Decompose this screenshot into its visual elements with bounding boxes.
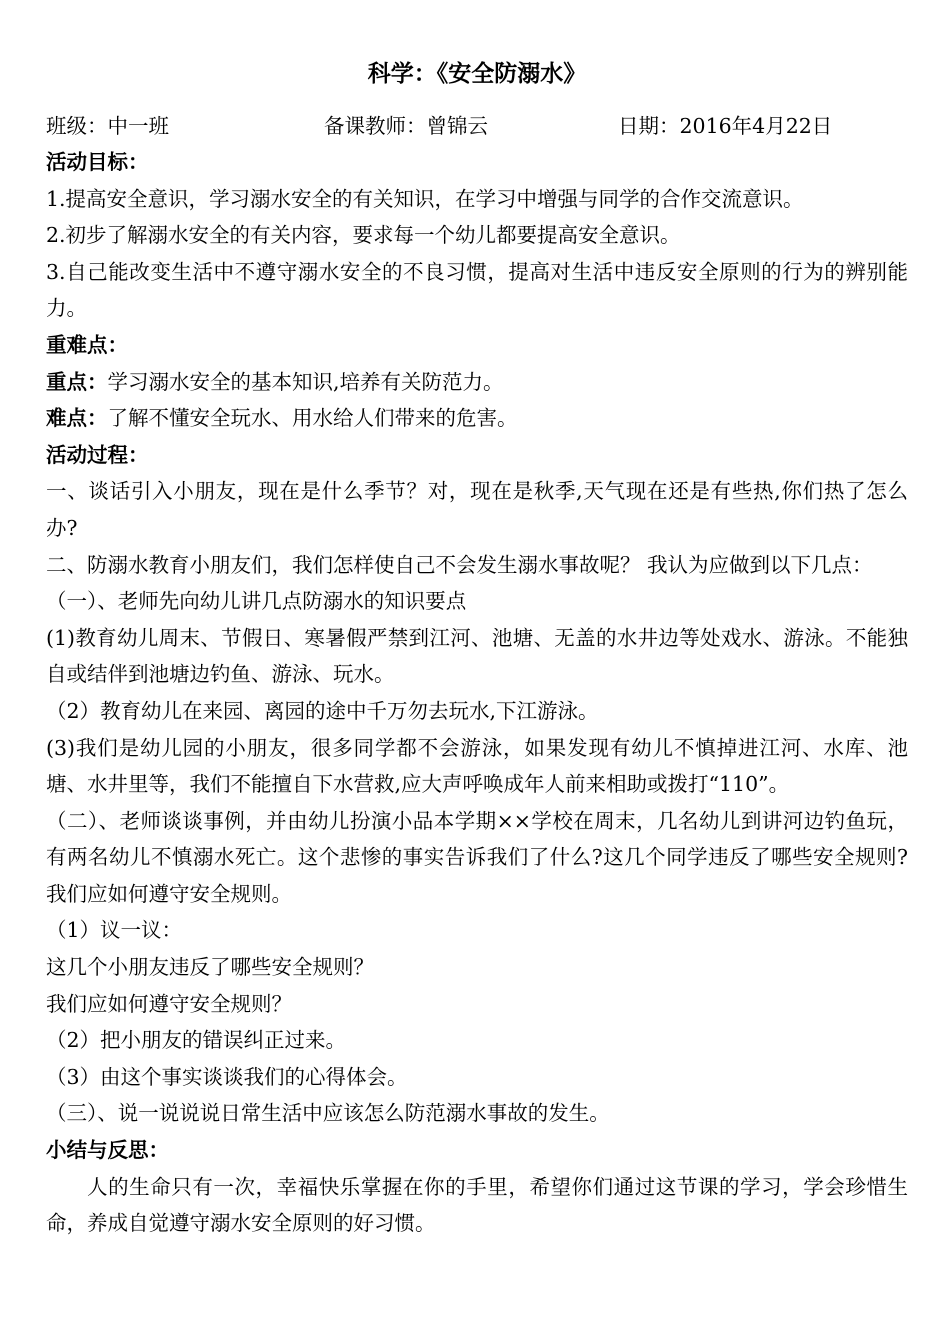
- key-point-line: [46, 364, 908, 401]
- goals-heading: 活动目标：: [46, 150, 149, 174]
- process-paragraph: (1)教育幼儿周末、节假日、寒暑假严禁到江河、池塘、无盖的水井边等处戏水、游泳。不能独自或结伴到池塘边钓鱼、游泳、玩水。: [46, 625, 908, 687]
- process-paragraph: （3）由这个事实谈谈我们的心得体会。: [46, 1064, 408, 1089]
- summary-text: 人的生命只有一次，幸福快乐掌握在你的手里，希望你们通过这节课的学习，学会珍惜生命，养成自觉遵守溺水安全原则的好习惯。: [46, 1174, 908, 1236]
- key-points-heading: 重难点：: [46, 332, 128, 357]
- difficulty-label: 难点：: [46, 406, 108, 431]
- key-point-label: 重点：: [46, 369, 108, 394]
- process-paragraph: （一）、老师先向幼儿讲几点防溺水的知识要点: [46, 589, 467, 614]
- teacher-label: 备课教师：曾锦云: [324, 114, 488, 138]
- process-paragraph: （1）议一议：: [46, 918, 183, 943]
- process-heading: 活动过程：: [46, 442, 149, 467]
- process-paragraph: （2）把小朋友的错误纠正过来。: [46, 1028, 347, 1053]
- goal-item-3: 3.自己能改变生活中不遵守溺水安全的不良习惯，提高对生活中违反安全原则的行为的辨别能力。: [46, 259, 908, 321]
- class-label: 班级：中一班: [46, 114, 169, 138]
- difficulty-text: 了解不懂安全玩水、用水给人们带来的危害。: [107, 406, 518, 431]
- process-paragraph: 这几个小朋友违反了哪些安全规则？: [46, 955, 374, 980]
- lesson-meta-row: [46, 108, 908, 144]
- lesson-plan-document: [46, 56, 908, 1242]
- summary-heading: 小结与反思：: [46, 1138, 169, 1163]
- process-paragraph: 我们应如何遵守安全规则？: [46, 991, 292, 1016]
- process-paragraph: 一、谈话引入小朋友，现在是什么季节？对，现在是秋季,天气现在还是有些热,你们热了怎么办?: [46, 479, 908, 540]
- process-paragraph: （三）、说一说说说日常生活中应该怎么防范溺水事故的发生。: [46, 1101, 610, 1126]
- difficulty-line: [46, 400, 908, 437]
- process-paragraph: （二）、老师谈谈事例，并由幼儿扮演小品本学期××学校在周末，几名幼儿到讲河边钓鱼玩，有两名幼儿不慎溺水死亡。这个悲惨的事实告诉我们了什么?这几个同学违反了哪些安全规则?我们应如何遵守安全规则。: [46, 808, 908, 906]
- goal-item-1: 1.提高安全意识，学习溺水安全的有关知识，在学习中增强与同学的合作交流意识。: [46, 186, 804, 211]
- goal-item-2: 2.初步了解溺水安全的有关内容，要求每一个幼儿都要提高安全意识。: [46, 223, 681, 248]
- date-label: 日期：2016年4月22日: [618, 114, 833, 138]
- process-paragraph: （2）教育幼儿在来园、离园的途中千万勿去玩水,下江游泳。: [46, 698, 599, 723]
- document-title: 科学：《安全防溺水》: [367, 61, 587, 87]
- process-paragraph: (3)我们是幼儿园的小朋友，很多同学都不会游泳，如果发现有幼儿不慎掉进江河、水库、池塘、水井里等，我们不能擅自下水营救,应大声呼唤成年人前来相助或拨打“110”。: [46, 735, 908, 797]
- key-point-text: 学习溺水安全的基本知识,培养有关防范力。: [107, 369, 504, 394]
- process-paragraph: 二、防溺水教育小朋友们，我们怎样使自己不会发生溺水事故呢？ 我认为应做到以下几点：: [46, 552, 873, 577]
